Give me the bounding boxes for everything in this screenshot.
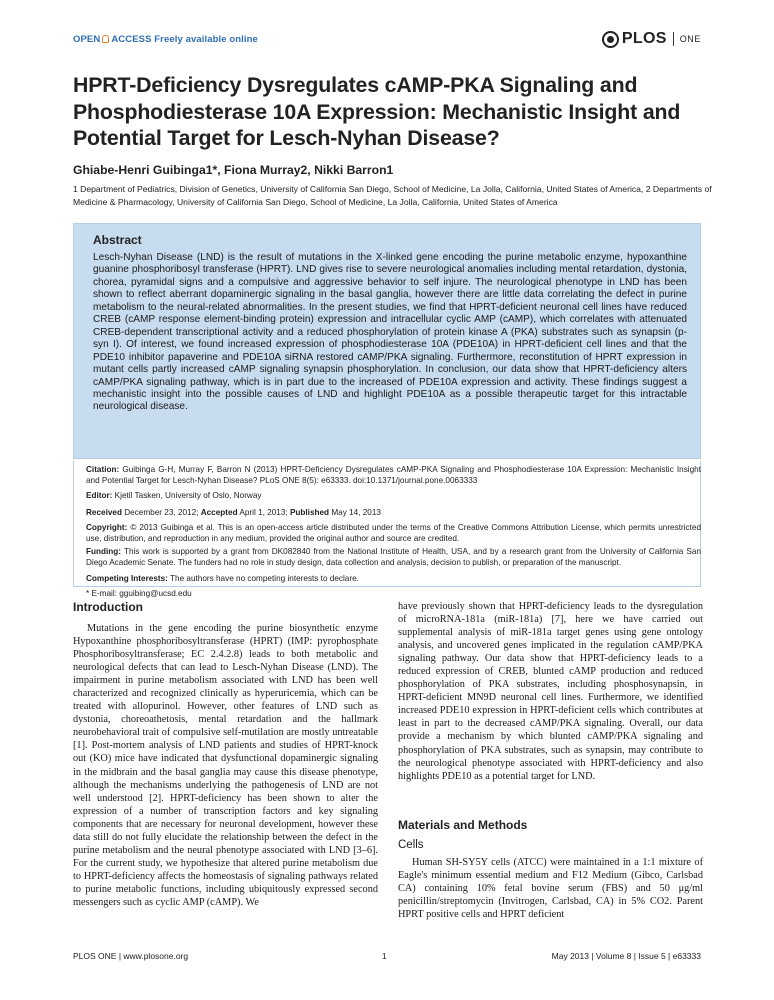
- email-link[interactable]: * E-mail: gguibing@ucsd.edu: [86, 589, 192, 598]
- copyright-text: © 2013 Guibinga et al. This is an open-access article distributed under the terms of the Creative Commons Attribution License, which permits unrestricted use, distribution, and reproduction in any medium, provided the original author and source are credited.: [86, 523, 701, 543]
- introduction-paragraph: [73, 622, 378, 909]
- competing-label: Competing Interests:: [86, 574, 168, 583]
- editor: [86, 490, 701, 501]
- published-date: May 14, 2013: [331, 508, 381, 517]
- cells-subheading: Cells: [398, 839, 424, 851]
- intro-paragraph-2: have previously shown that HPRT-deficiency leads to the dysregulation of microRNA-181a (miR-181a) [7], here we have carried out supplemental analysis of miR-181a target genes using gene ontology analysis, and uncovered genes implicated in the regulation cAMP/PKA signaling pathway. Our data show that HPRT-deficiency leads to a reduced expression of CREB, blunted cAMP production and reduced phosphorylation of PKA substrates, including phosphosynapsin, in HPRT-deficient MN9D neuronal cell lines. Furthermore, we identified increased PDE10 expression in HPRT-deficient cells which contributes at least in part to the decreased cAMP/PKA signaling. Overall, our data provide a mechanism by which blunted cAMP/PKA signaling and phosphorylation of PKA substrates, such as synapsin, may contribute to the neurological phenotype associated with HPRT-deficiency and also highlights PDE10 as a potential target for LND.: [398, 601, 703, 782]
- open-access-lock-icon: [102, 35, 109, 43]
- copyright: [86, 522, 701, 544]
- affiliations: 1 Department of Pediatrics, Division of Genetics, University of California San Diego, School of Medicine, La Jolla, California, United States of America, 2 Departments of Medicine & Pharmacology, University of California San Diego, School of Medicine, La Jolla, California, United States of America: [73, 184, 712, 207]
- editor-text: Kjetil Tasken, University of Oslo, Norway: [114, 491, 262, 500]
- open-label: OPEN: [73, 34, 101, 45]
- introduction-continued: [398, 600, 703, 783]
- funding-label: Funding:: [86, 547, 122, 556]
- methods-paragraph-1: Human SH-SY5Y cells (ATCC) were maintained in a 1:1 mixture of Eagle's minimum essential medium and F12 Medium (Gibco, Carlsbad CA) containing 10% fetal bovine serum (FBS) and 50 μg/ml penicillin/streptomycin (Invitrogen, Carlsbad, CA) in 5% CO2. Parent HPRT positive cells and HPRT deficient: [398, 857, 703, 921]
- logo-one-text: ONE: [679, 34, 701, 44]
- citation-text: Guibinga G-H, Murray F, Barron N (2013) HPRT-Deficiency Dysregulates cAMP-PKA Signaling and Phosphodiesterase 10A Expression: Mechanistic Insight and Potential Target for Lesch-Nyhan Disease? PLoS ONE 8(5): e63333. doi:10.1371/journal.pone.0063333: [86, 465, 701, 485]
- page-number: 1: [382, 951, 387, 961]
- accepted-date: April 1, 2013;: [239, 508, 288, 517]
- competing-text: The authors have no competing interests to declare.: [170, 574, 359, 583]
- open-access-banner: [73, 34, 258, 45]
- access-label: ACCESS Freely available online: [111, 34, 258, 45]
- plos-one-logo: [602, 28, 701, 50]
- logo-plos-text: PLOS: [621, 30, 667, 47]
- abstract-heading: Abstract: [93, 233, 142, 247]
- intro-paragraph-1: Mutations in the gene encoding the purine biosynthetic enzyme Hypoxanthine phosphoribosyltransferase (HPRT) (IMP: pyrophosphate Phosphoribosyltransferase; EC 2.4.2.8) leads to both metabolic and neurological defects that can lead to Lesch-Nyhan Disease (LND). The impairment in purine metabolism associated with LND has been well characterized and recognized clinically as hyperuricemia, which can be treated with allopurinol. However, other features of LND such as dystonia, choreoathetosis, mental retardation and the hallmark neurobehavioral trait of compulsive self-mutilation are mostly untreatable [1]. Post-mortem analysis of LND patients and studies of HPRT-knock out (KO) mice have indicated that dysfunctional dopaminergic signaling in the midbrain and the basal ganglia may cause this disease phenotype, although the mechanisms underlying the pathogenesis of LND are not well understood [2]. HPRT-deficiency has been shown to alter the expression of a number of transcription factors and key signaling components that are necessary for neuronal development, however these data still do not fully elucidate the relationship between the defect in the purine metabolism and the neural phenotype associated with LND [3–6]. For the current study, we hypothesize that altered purine metabolism due to HPRT-deficiency affects the homeostasis of signaling pathways related to purine metabolic functions, including ubiquitously expressed second messengers such as cyclic AMP (cAMP). We: [73, 623, 378, 908]
- dates: [86, 507, 701, 518]
- published-label: Published: [289, 508, 330, 517]
- article-title: HPRT-Deficiency Dysregulates cAMP-PKA Signaling and Phosphodiesterase 10A Expression: Mechanistic Insight and Potential Target for Lesch-Nyhan Disease?: [73, 73, 681, 150]
- methods-heading: Materials and Methods: [398, 818, 528, 832]
- received-label: Received: [86, 508, 122, 517]
- copyright-label: Copyright:: [86, 523, 128, 532]
- footer-journal: PLOS ONE | www.plosone.org: [73, 951, 189, 961]
- editor-label: Editor:: [86, 491, 113, 500]
- abstract-text: Lesch-Nyhan Disease (LND) is the result of mutations in the X-linked gene encoding the purine metabolic enzyme, hypoxanthine guanine phosphoribosyl transferase (HPRT). LND gives rise to severe neurological anomalies including mental retardation, dystonia, chorea, pyramidal signs and a compulsive and aggressive behavior to self injure. The neurological phenotype in LND has been shown to reflect aberrant dopaminergic signaling in the basal ganglia, however there are little data correlating the defect in purine metabolism to the neural-related abnormalities. In the present studies, we find that HPRT-deficient neuronal cell lines have reduced CREB (cAMP response element-binding protein) expression and intracellular cyclic AMP (cAMP), which correlates with attenuated CREB-dependent transcriptional activity and a reduced phosphorylation of protein kinase A (PKA) substrates such as synapsin (p-syn I). Of interest, we found increased expression of phosphodiesterase 10A (PDE10A) in HPRT-deficient cell lines and that the PDE10 inhibitor papaverine and PDE10A siRNA restored cAMP/PKA signaling. Furthermore, reconstitution of HPRT expression in mutant cells partly increased cAMP signaling synapsin phosphorylation. In conclusion, our data show that HPRT-deficiency alters cAMP/PKA signaling pathway, which is in part due to the increased of PDE10A expression and activity. These findings suggest a mechanistic insight into the possible causes of LND and highlight PDE10A as a possible therapeutic target for this intractable neurological disease.: [93, 252, 687, 413]
- author-list: Ghiabe-Henri Guibinga1*, Fiona Murray2, Nikki Barron1: [73, 163, 394, 177]
- citation: [86, 464, 701, 486]
- funding-text: This work is supported by a grant from DK082840 from the National Institute of Health, USA, and by a research grant from the University of California San Diego Academic Senate. The funders had no role in study design, data collection and analysis, decision to publish, or preparation of the manuscript.: [86, 547, 701, 567]
- citation-label: Citation:: [86, 465, 120, 474]
- funding: [86, 546, 701, 568]
- introduction-heading: Introduction: [73, 600, 143, 614]
- logo-divider: [673, 32, 674, 46]
- accepted-label: Accepted: [200, 508, 238, 517]
- received-date: December 23, 2012;: [124, 508, 199, 517]
- methods-paragraph: [398, 856, 703, 921]
- plos-logo-icon: [602, 31, 619, 48]
- footer-issue: May 2013 | Volume 8 | Issue 5 | e63333: [551, 951, 701, 961]
- competing-interests: [86, 573, 701, 584]
